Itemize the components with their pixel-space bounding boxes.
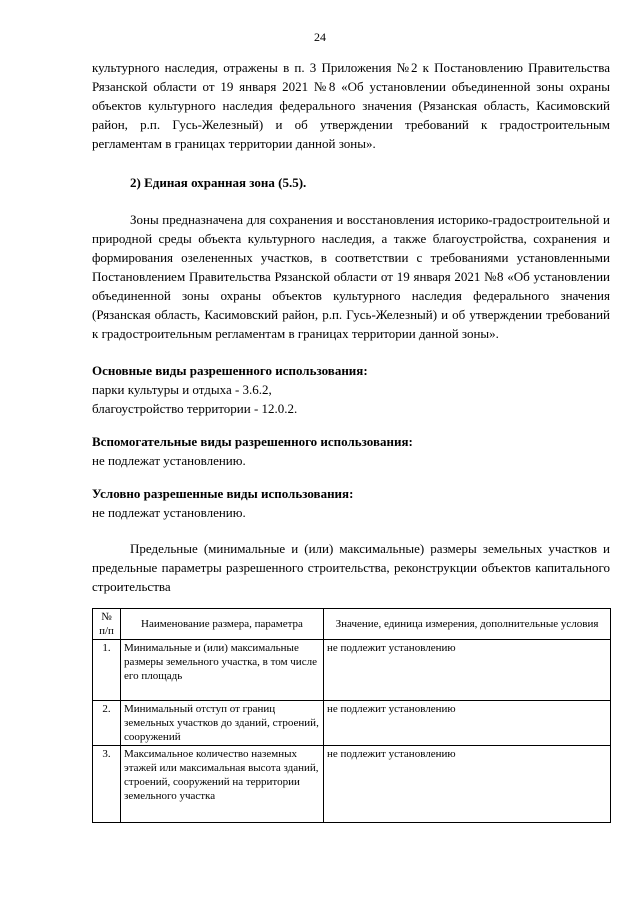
parameters-table [92, 608, 611, 823]
table-row [93, 746, 611, 823]
table-row [93, 640, 611, 701]
header-num: № п/п [93, 609, 121, 640]
row-name: Минимальный отступ от границ земельных участков до зданий, строений, сооружений [121, 701, 324, 746]
row-value: не подлежит установлению [324, 701, 611, 746]
main-uses-title: Основные виды разрешенного использования: [92, 363, 368, 378]
conditional-uses-title: Условно разрешенные виды использования: [92, 486, 354, 501]
table-header-row [93, 609, 611, 640]
table-row [93, 701, 611, 746]
auxiliary-uses-text: не подлежат установлению. [92, 453, 246, 468]
zone-description-paragraph: Зоны предназначена для сохранения и восстановления историко-градостроительной и природной среды объекта культурного наследия, а также благоустройства, сохранения и формирования озелененных участков, в соответствии с требованиями установленными Постановлением Правительства Рязанской области от 19 января 2021 №8 «Об установлении объединенной зоны охраны объектов культурного наследия федерального значения (Рязанская область, Касимовский район, р.п. Гусь-Железный) и об утверждении требований к градостроительным регламентам в границах территории данной зоны». [92, 212, 610, 341]
auxiliary-uses-title: Вспомогательные виды разрешенного использования: [92, 434, 413, 449]
limits-intro-paragraph: Предельные (минимальные и (или) максимальные) размеры земельных участков и предельные параметры разрешенного строительства, реконструкции объектов капитального строительства [92, 541, 610, 594]
row-name: Минимальные и (или) максимальные размеры земельного участка, в том числе его площадь [121, 640, 324, 701]
row-name: Максимальное количество наземных этажей или максимальная высота зданий, строений, сооружений на территории земельного участка [121, 746, 324, 823]
row-num: 3. [93, 746, 121, 823]
row-value: не подлежит установлению [324, 746, 611, 823]
zone-heading: 2) Единая охранная зона (5.5). [130, 175, 307, 190]
intro-paragraph: культурного наследия, отражены в п. 3 Приложения №2 к Постановлению Правительства Рязанской области от 19 января 2021 №8 «Об установлении объединенной зоны охраны объектов культурного наследия федерального значения (Рязанская область, Касимовский район, р.п. Гусь-Железный) и об утверждении требований к градостроительным регламентам в границах территории данной зоны». [92, 60, 610, 151]
conditional-uses-text: не подлежат установлению. [92, 505, 246, 520]
main-use-item: благоустройство территории - 12.0.2. [92, 401, 298, 416]
header-name: Наименование размера, параметра [121, 609, 324, 640]
page-number: 24 [314, 30, 326, 44]
row-num: 2. [93, 701, 121, 746]
row-value: не подлежит установлению [324, 640, 611, 701]
row-num: 1. [93, 640, 121, 701]
header-value: Значение, единица измерения, дополнительные условия [324, 609, 611, 640]
document-body [92, 58, 610, 823]
main-use-item: парки культуры и отдыха - 3.6.2, [92, 382, 272, 397]
